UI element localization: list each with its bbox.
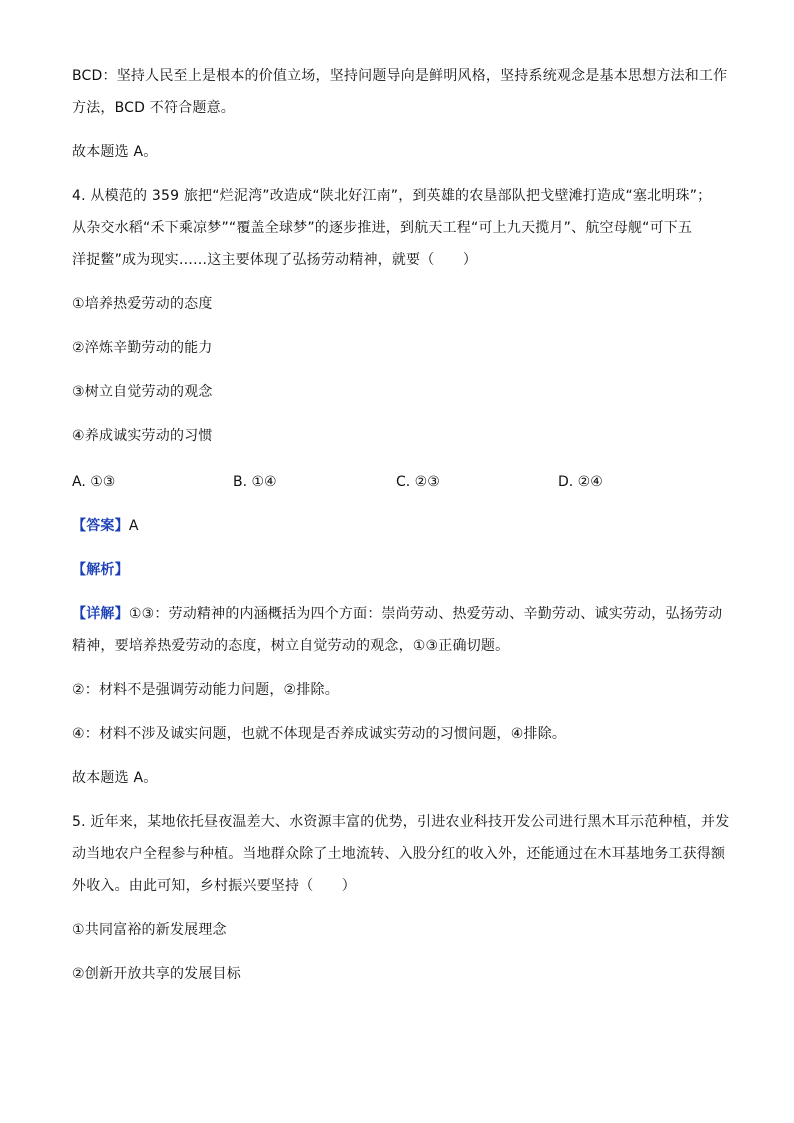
analysis-line [72,560,129,580]
paragraph-line: 方法，BCD 不符合题意。 [72,100,235,116]
question-4-stem: 洋捉鳖”成为现实……这主要体现了弘扬劳动精神，就要（ ） [72,252,478,268]
question-4-stem: 从杂交水稻“禾下乘凉梦”“覆盖全球梦”的逐步推进，到航天工程“可上九天揽月”、航空母舰“可下五 [72,220,693,236]
answer-value: A [128,518,139,534]
option-b: B. ①④ [233,474,277,490]
statement-item: ①培养热爱劳动的态度 [72,296,213,312]
statement-item: ③树立自觉劳动的观念 [72,384,213,400]
option-c: C. ②③ [396,474,440,490]
option-a: A. ①③ [72,474,116,490]
detail-tag: 【详解】 [72,606,129,622]
question-5-stem: 动当地农户全程参与种植。当地群众除了土地流转、入股分红的收入外，还能通过在木耳基地务工获得额 [72,846,726,862]
paragraph-line: BCD：坚持人民至上是根本的价值立场，坚持问题导向是鲜明风格，坚持系统观念是基本思想方法和工作 [72,68,728,84]
answer-line [72,516,139,536]
conclusion-text: 故本题选 A。 [72,144,158,160]
detail-text: ④：材料不涉及诚实问题，也就不体现是否养成诚实劳动的习惯问题，④排除。 [72,726,567,742]
detail-text: ②：材料不是强调劳动能力问题，②排除。 [72,682,339,698]
statement-item: ②淬炼辛勤劳动的能力 [72,340,213,356]
conclusion-text: 故本题选 A。 [72,770,158,786]
detail-line [72,604,722,624]
statement-item: ④养成诚实劳动的习惯 [72,428,213,444]
question-5-stem: 外收入。由此可知，乡村振兴要坚持（ ） [72,878,356,894]
statement-item: ①共同富裕的新发展理念 [72,922,227,938]
detail-text: ①③：劳动精神的内涵概括为四个方面：崇尚劳动、热爱劳动、辛勤劳动、诚实劳动，弘扬劳动 [128,606,723,622]
statement-item: ②创新开放共享的发展目标 [72,966,241,982]
analysis-tag: 【解析】 [72,562,129,578]
detail-text: 精神，要培养热爱劳动的态度，树立自觉劳动的观念，①③正确切题。 [72,638,510,654]
question-4-stem: 4. 从模范的 359 旅把“烂泥湾”改造成“陕北好江南”，到英雄的农垦部队把戈壁滩打造成“塞北明珠”； [72,188,712,204]
question-5-stem: 5. 近年来，某地依托昼夜温差大、水资源丰富的优势，引进农业科技开发公司进行黑木耳示范种植，并发 [72,814,730,830]
answer-tag: 【答案】 [72,518,129,534]
option-d: D. ②④ [558,474,603,490]
